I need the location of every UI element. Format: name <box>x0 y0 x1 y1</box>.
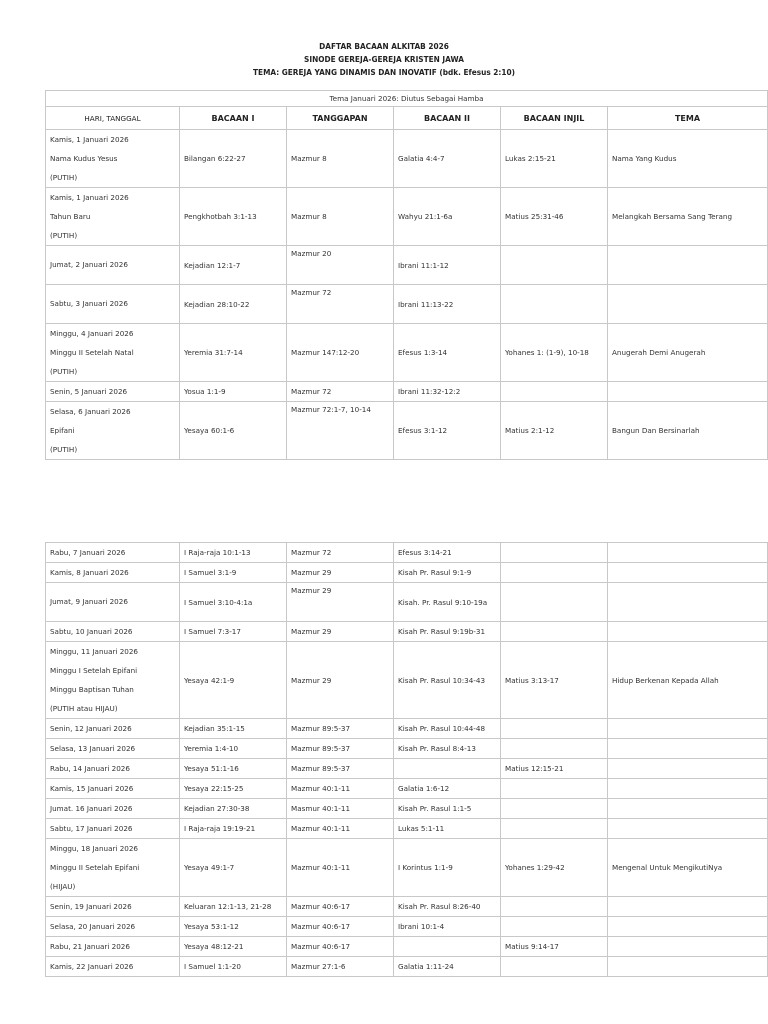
reading-2-cell: Kisah Pr. Rasul 9:1-9 <box>394 563 501 583</box>
reading-2-cell: Ibrani 11:1-12 <box>394 246 501 285</box>
theme-cell <box>608 583 768 622</box>
gospel-cell <box>501 583 608 622</box>
table-row <box>46 642 768 719</box>
day-date-line: Minggu, 18 Januari 2026 <box>50 844 139 853</box>
reading-2-cell: Efesus 3:14-21 <box>394 543 501 563</box>
day-date-cell <box>46 937 180 957</box>
theme-cell <box>608 937 768 957</box>
theme-cell: Nama Yang Kudus <box>608 130 768 188</box>
day-date-line: Jumat. 16 Januari 2026 <box>50 803 133 813</box>
day-date-cell <box>46 759 180 779</box>
table-row <box>46 719 768 739</box>
response-psalm-cell: Mazmur 27:1-6 <box>287 957 394 977</box>
day-date-cell <box>46 583 180 622</box>
gospel-cell <box>501 622 608 642</box>
reading-2-cell: Lukas 5:1-11 <box>394 819 501 839</box>
table-row <box>46 246 768 285</box>
theme-cell <box>608 957 768 977</box>
reading-1-cell: I Raja-raja 19:19-21 <box>180 819 287 839</box>
gospel-cell <box>501 563 608 583</box>
day-date-line: Rabu, 14 Januari 2026 <box>50 763 130 773</box>
table-row <box>46 759 768 779</box>
reading-1-cell: I Samuel 3:1-9 <box>180 563 287 583</box>
col-header-hari: HARI, TANGGAL <box>46 107 180 130</box>
reading-1-cell: Yesaya 51:1-16 <box>180 759 287 779</box>
theme-cell <box>608 622 768 642</box>
gospel-cell: Matius 2:1-12 <box>501 402 608 460</box>
day-date-cell <box>46 382 180 402</box>
gospel-cell <box>501 543 608 563</box>
day-date-cell <box>46 799 180 819</box>
reading-2-cell: Kisah Pr. Rasul 8:4-13 <box>394 739 501 759</box>
response-psalm-cell: Mazmur 29 <box>287 583 394 622</box>
response-psalm-cell: Mazmur 89:5-37 <box>287 719 394 739</box>
day-date-cell <box>46 739 180 759</box>
theme-cell <box>608 719 768 739</box>
reading-1-cell: Yesaya 53:1-12 <box>180 917 287 937</box>
theme-cell <box>608 917 768 937</box>
response-psalm-cell: Mazmur 89:5-37 <box>287 759 394 779</box>
day-date-line: Senin, 19 Januari 2026 <box>50 901 132 911</box>
gospel-cell <box>501 957 608 977</box>
reading-2-cell <box>394 937 501 957</box>
reading-2-cell: Ibrani 10:1-4 <box>394 917 501 937</box>
day-date-cell <box>46 246 180 285</box>
day-date-line: Selasa, 6 Januari 2026 <box>50 407 131 416</box>
gospel-cell: Matius 9:14-17 <box>501 937 608 957</box>
day-date-line: Minggu I Setelah Epifani <box>50 666 138 675</box>
response-psalm-cell: Mazmur 29 <box>287 622 394 642</box>
day-date-cell <box>46 839 180 897</box>
table-row <box>46 563 768 583</box>
reading-table-1 <box>45 90 768 460</box>
day-date-line: (HIJAU) <box>50 882 76 891</box>
theme-cell <box>608 246 768 285</box>
day-date-line: Minggu II Setelah Epifani <box>50 863 140 872</box>
day-date-cell <box>46 285 180 324</box>
table-row <box>46 799 768 819</box>
reading-2-cell <box>394 759 501 779</box>
day-date-line: Kamis, 8 Januari 2026 <box>50 567 129 577</box>
reading-2-cell: Wahyu 21:1-6a <box>394 188 501 246</box>
table-row <box>46 402 768 460</box>
day-date-line: Sabtu, 17 Januari 2026 <box>50 823 133 833</box>
theme-cell: Anugerah Demi Anugerah <box>608 324 768 382</box>
document-title: DAFTAR BACAAN ALKITAB 2026 <box>319 42 449 51</box>
gospel-cell: Matius 12:15-21 <box>501 759 608 779</box>
theme-cell <box>608 563 768 583</box>
response-psalm-cell: Mazmur 40:1-11 <box>287 779 394 799</box>
theme-cell <box>608 285 768 324</box>
day-date-line: (PUTIH) <box>50 367 78 376</box>
day-date-line: Senin, 12 Januari 2026 <box>50 723 132 733</box>
table-row <box>46 839 768 897</box>
gospel-cell <box>501 382 608 402</box>
theme-cell: Hidup Berkenan Kepada Allah <box>608 642 768 719</box>
theme-cell <box>608 382 768 402</box>
reading-1-cell: Yeremia 31:7-14 <box>180 324 287 382</box>
gospel-cell <box>501 779 608 799</box>
reading-2-cell: I Korintus 1:1-9 <box>394 839 501 897</box>
col-header-bacaan-2: BACAAN II <box>394 107 501 130</box>
col-header-injil: BACAAN INJIL <box>501 107 608 130</box>
yearly-theme: TEMA: GEREJA YANG DINAMIS DAN INOVATIF (bdk. Efesus 2:10) <box>253 68 515 77</box>
document-header <box>31 40 738 79</box>
table-row <box>46 130 768 188</box>
reading-2-cell: Kisah Pr. Rasul 1:1-5 <box>394 799 501 819</box>
table-row <box>46 917 768 937</box>
response-psalm-cell: Mazmur 40:6-17 <box>287 937 394 957</box>
day-date-line: (PUTIH atau HIJAU) <box>50 704 118 713</box>
day-date-cell <box>46 622 180 642</box>
gospel-cell <box>501 799 608 819</box>
column-header-row <box>46 107 768 130</box>
day-date-line: Selasa, 20 Januari 2026 <box>50 921 136 931</box>
response-psalm-cell: Mazmur 8 <box>287 188 394 246</box>
reading-1-cell: I Samuel 3:10-4:1a <box>180 583 287 622</box>
day-date-cell <box>46 130 180 188</box>
reading-1-cell: Yesaya 42:1-9 <box>180 642 287 719</box>
gospel-cell <box>501 285 608 324</box>
reading-1-cell: Yeremia 1:4-10 <box>180 739 287 759</box>
response-psalm-cell: Mazmur 147:12-20 <box>287 324 394 382</box>
day-date-line: (PUTIH) <box>50 445 78 454</box>
reading-1-cell: I Raja-raja 10:1-13 <box>180 543 287 563</box>
response-psalm-cell: Mazmur 40:6-17 <box>287 917 394 937</box>
reading-2-cell: Efesus 3:1-12 <box>394 402 501 460</box>
reading-1-cell: Yosua 1:1-9 <box>180 382 287 402</box>
table-row <box>46 957 768 977</box>
col-header-tema: TEMA <box>608 107 768 130</box>
reading-2-cell: Kisah Pr. Rasul 9:19b-31 <box>394 622 501 642</box>
day-date-cell <box>46 188 180 246</box>
gospel-cell <box>501 246 608 285</box>
theme-cell <box>608 779 768 799</box>
day-date-cell <box>46 563 180 583</box>
reading-1-cell: I Samuel 1:1-20 <box>180 957 287 977</box>
day-date-line: Minggu, 4 Januari 2026 <box>50 329 134 338</box>
gospel-cell <box>501 819 608 839</box>
reading-2-cell: Kisah Pr. Rasul 10:34-43 <box>394 642 501 719</box>
theme-cell <box>608 799 768 819</box>
col-header-bacaan-1: BACAAN I <box>180 107 287 130</box>
month-theme: Tema Januari 2026: Diutus Sebagai Hamba <box>46 91 768 107</box>
reading-2-cell: Galatia 1:11-24 <box>394 957 501 977</box>
reading-1-cell: Yesaya 60:1-6 <box>180 402 287 460</box>
table-row <box>46 819 768 839</box>
table-row <box>46 543 768 563</box>
day-date-line: Sabtu, 3 Januari 2026 <box>50 299 128 308</box>
table-row <box>46 382 768 402</box>
day-date-line: Rabu, 21 Januari 2026 <box>50 941 130 951</box>
reading-1-cell: Yesaya 49:1-7 <box>180 839 287 897</box>
reading-2-cell: Kisah. Pr. Rasul 9:10-19a <box>394 583 501 622</box>
reading-2-cell: Ibrani 11:13-22 <box>394 285 501 324</box>
table-row <box>46 897 768 917</box>
day-date-line: Jumat, 9 Januari 2026 <box>50 597 128 606</box>
theme-cell: Mengenal Untuk MengikutiNya <box>608 839 768 897</box>
day-date-line: Kamis, 15 Januari 2026 <box>50 783 134 793</box>
synod-name: SINODE GEREJA-GEREJA KRISTEN JAWA <box>304 55 464 64</box>
response-psalm-cell: Mazmur 72 <box>287 285 394 324</box>
day-date-cell <box>46 324 180 382</box>
table-row <box>46 937 768 957</box>
col-header-tanggapan: TANGGAPAN <box>287 107 394 130</box>
day-date-line: Sabtu, 10 Januari 2026 <box>50 626 133 636</box>
theme-cell <box>608 739 768 759</box>
gospel-cell: Matius 3:13-17 <box>501 642 608 719</box>
response-psalm-cell: Mazmur 8 <box>287 130 394 188</box>
day-date-line: Minggu II Setelah Natal <box>50 348 134 357</box>
response-psalm-cell: Masmur 40:1-11 <box>287 799 394 819</box>
reading-1-cell: Pengkhotbah 3:1-13 <box>180 188 287 246</box>
day-date-cell <box>46 819 180 839</box>
day-date-cell <box>46 957 180 977</box>
reading-2-cell: Kisah Pr. Rasul 8:26-40 <box>394 897 501 917</box>
reading-1-cell: I Samuel 7:3-17 <box>180 622 287 642</box>
reading-1-cell: Kejadian 27:30-38 <box>180 799 287 819</box>
day-date-line: Kamis, 22 Januari 2026 <box>50 961 134 971</box>
gospel-cell: Yohanes 1:29-42 <box>501 839 608 897</box>
day-date-cell <box>46 719 180 739</box>
day-date-line: Jumat, 2 Januari 2026 <box>50 260 128 269</box>
day-date-line: Kamis, 1 Januari 2026 <box>50 193 129 202</box>
day-date-cell <box>46 642 180 719</box>
gospel-cell: Yohanes 1: (1-9), 10-18 <box>501 324 608 382</box>
day-date-line: (PUTIH) <box>50 173 78 182</box>
response-psalm-cell: Mazmur 72 <box>287 382 394 402</box>
day-date-line: Minggu Baptisan Tuhan <box>50 685 134 694</box>
gospel-cell <box>501 917 608 937</box>
day-date-line: Minggu, 11 Januari 2026 <box>50 647 139 656</box>
theme-cell <box>608 543 768 563</box>
response-psalm-cell: Mazmur 40:1-11 <box>287 819 394 839</box>
month-theme-row <box>46 91 768 107</box>
reading-2-cell: Kisah Pr. Rasul 10:44-48 <box>394 719 501 739</box>
theme-cell <box>608 819 768 839</box>
reading-2-cell: Ibrani 11:32-12:2 <box>394 382 501 402</box>
table-row <box>46 739 768 759</box>
day-date-cell <box>46 779 180 799</box>
table-row <box>46 324 768 382</box>
gospel-cell: Lukas 2:15-21 <box>501 130 608 188</box>
theme-cell: Melangkah Bersama Sang Terang <box>608 188 768 246</box>
day-date-cell <box>46 897 180 917</box>
table-row <box>46 622 768 642</box>
response-psalm-cell: Mazmur 29 <box>287 642 394 719</box>
response-psalm-cell: Mazmur 72:1-7, 10-14 <box>287 402 394 460</box>
response-psalm-cell: Mazmur 40:6-17 <box>287 897 394 917</box>
reading-2-cell: Efesus 1:3-14 <box>394 324 501 382</box>
reading-1-cell: Keluaran 12:1-13, 21-28 <box>180 897 287 917</box>
response-psalm-cell: Mazmur 29 <box>287 563 394 583</box>
reading-1-cell: Bilangan 6:22-27 <box>180 130 287 188</box>
day-date-line: Tahun Baru <box>50 212 91 221</box>
reading-1-cell: Kejadian 35:1-15 <box>180 719 287 739</box>
day-date-line: Epifani <box>50 426 75 435</box>
table-row <box>46 779 768 799</box>
theme-cell: Bangun Dan Bersinarlah <box>608 402 768 460</box>
theme-cell <box>608 897 768 917</box>
day-date-cell <box>46 917 180 937</box>
day-date-line: Kamis, 1 Januari 2026 <box>50 135 129 144</box>
gospel-cell <box>501 719 608 739</box>
reading-table-2 <box>45 542 768 977</box>
reading-1-cell: Yesaya 22:15-25 <box>180 779 287 799</box>
reading-2-cell: Galatia 1:6-12 <box>394 779 501 799</box>
response-psalm-cell: Mazmur 40:1-11 <box>287 839 394 897</box>
response-psalm-cell: Mazmur 20 <box>287 246 394 285</box>
gospel-cell: Matius 25:31-46 <box>501 188 608 246</box>
reading-1-cell: Kejadian 28:10-22 <box>180 285 287 324</box>
day-date-line: Selasa, 13 Januari 2026 <box>50 743 136 753</box>
theme-cell <box>608 759 768 779</box>
table-row <box>46 285 768 324</box>
table-row <box>46 188 768 246</box>
gospel-cell <box>501 739 608 759</box>
day-date-line: Nama Kudus Yesus <box>50 154 118 163</box>
reading-1-cell: Yesaya 48:12-21 <box>180 937 287 957</box>
day-date-cell <box>46 543 180 563</box>
response-psalm-cell: Mazmur 89:5-37 <box>287 739 394 759</box>
table-row <box>46 583 768 622</box>
reading-1-cell: Kejadian 12:1-7 <box>180 246 287 285</box>
day-date-cell <box>46 402 180 460</box>
gospel-cell <box>501 897 608 917</box>
day-date-line: Senin, 5 Januari 2026 <box>50 386 128 396</box>
response-psalm-cell: Mazmur 72 <box>287 543 394 563</box>
day-date-line: (PUTIH) <box>50 231 78 240</box>
reading-2-cell: Galatia 4:4-7 <box>394 130 501 188</box>
day-date-line: Rabu, 7 Januari 2026 <box>50 547 126 557</box>
